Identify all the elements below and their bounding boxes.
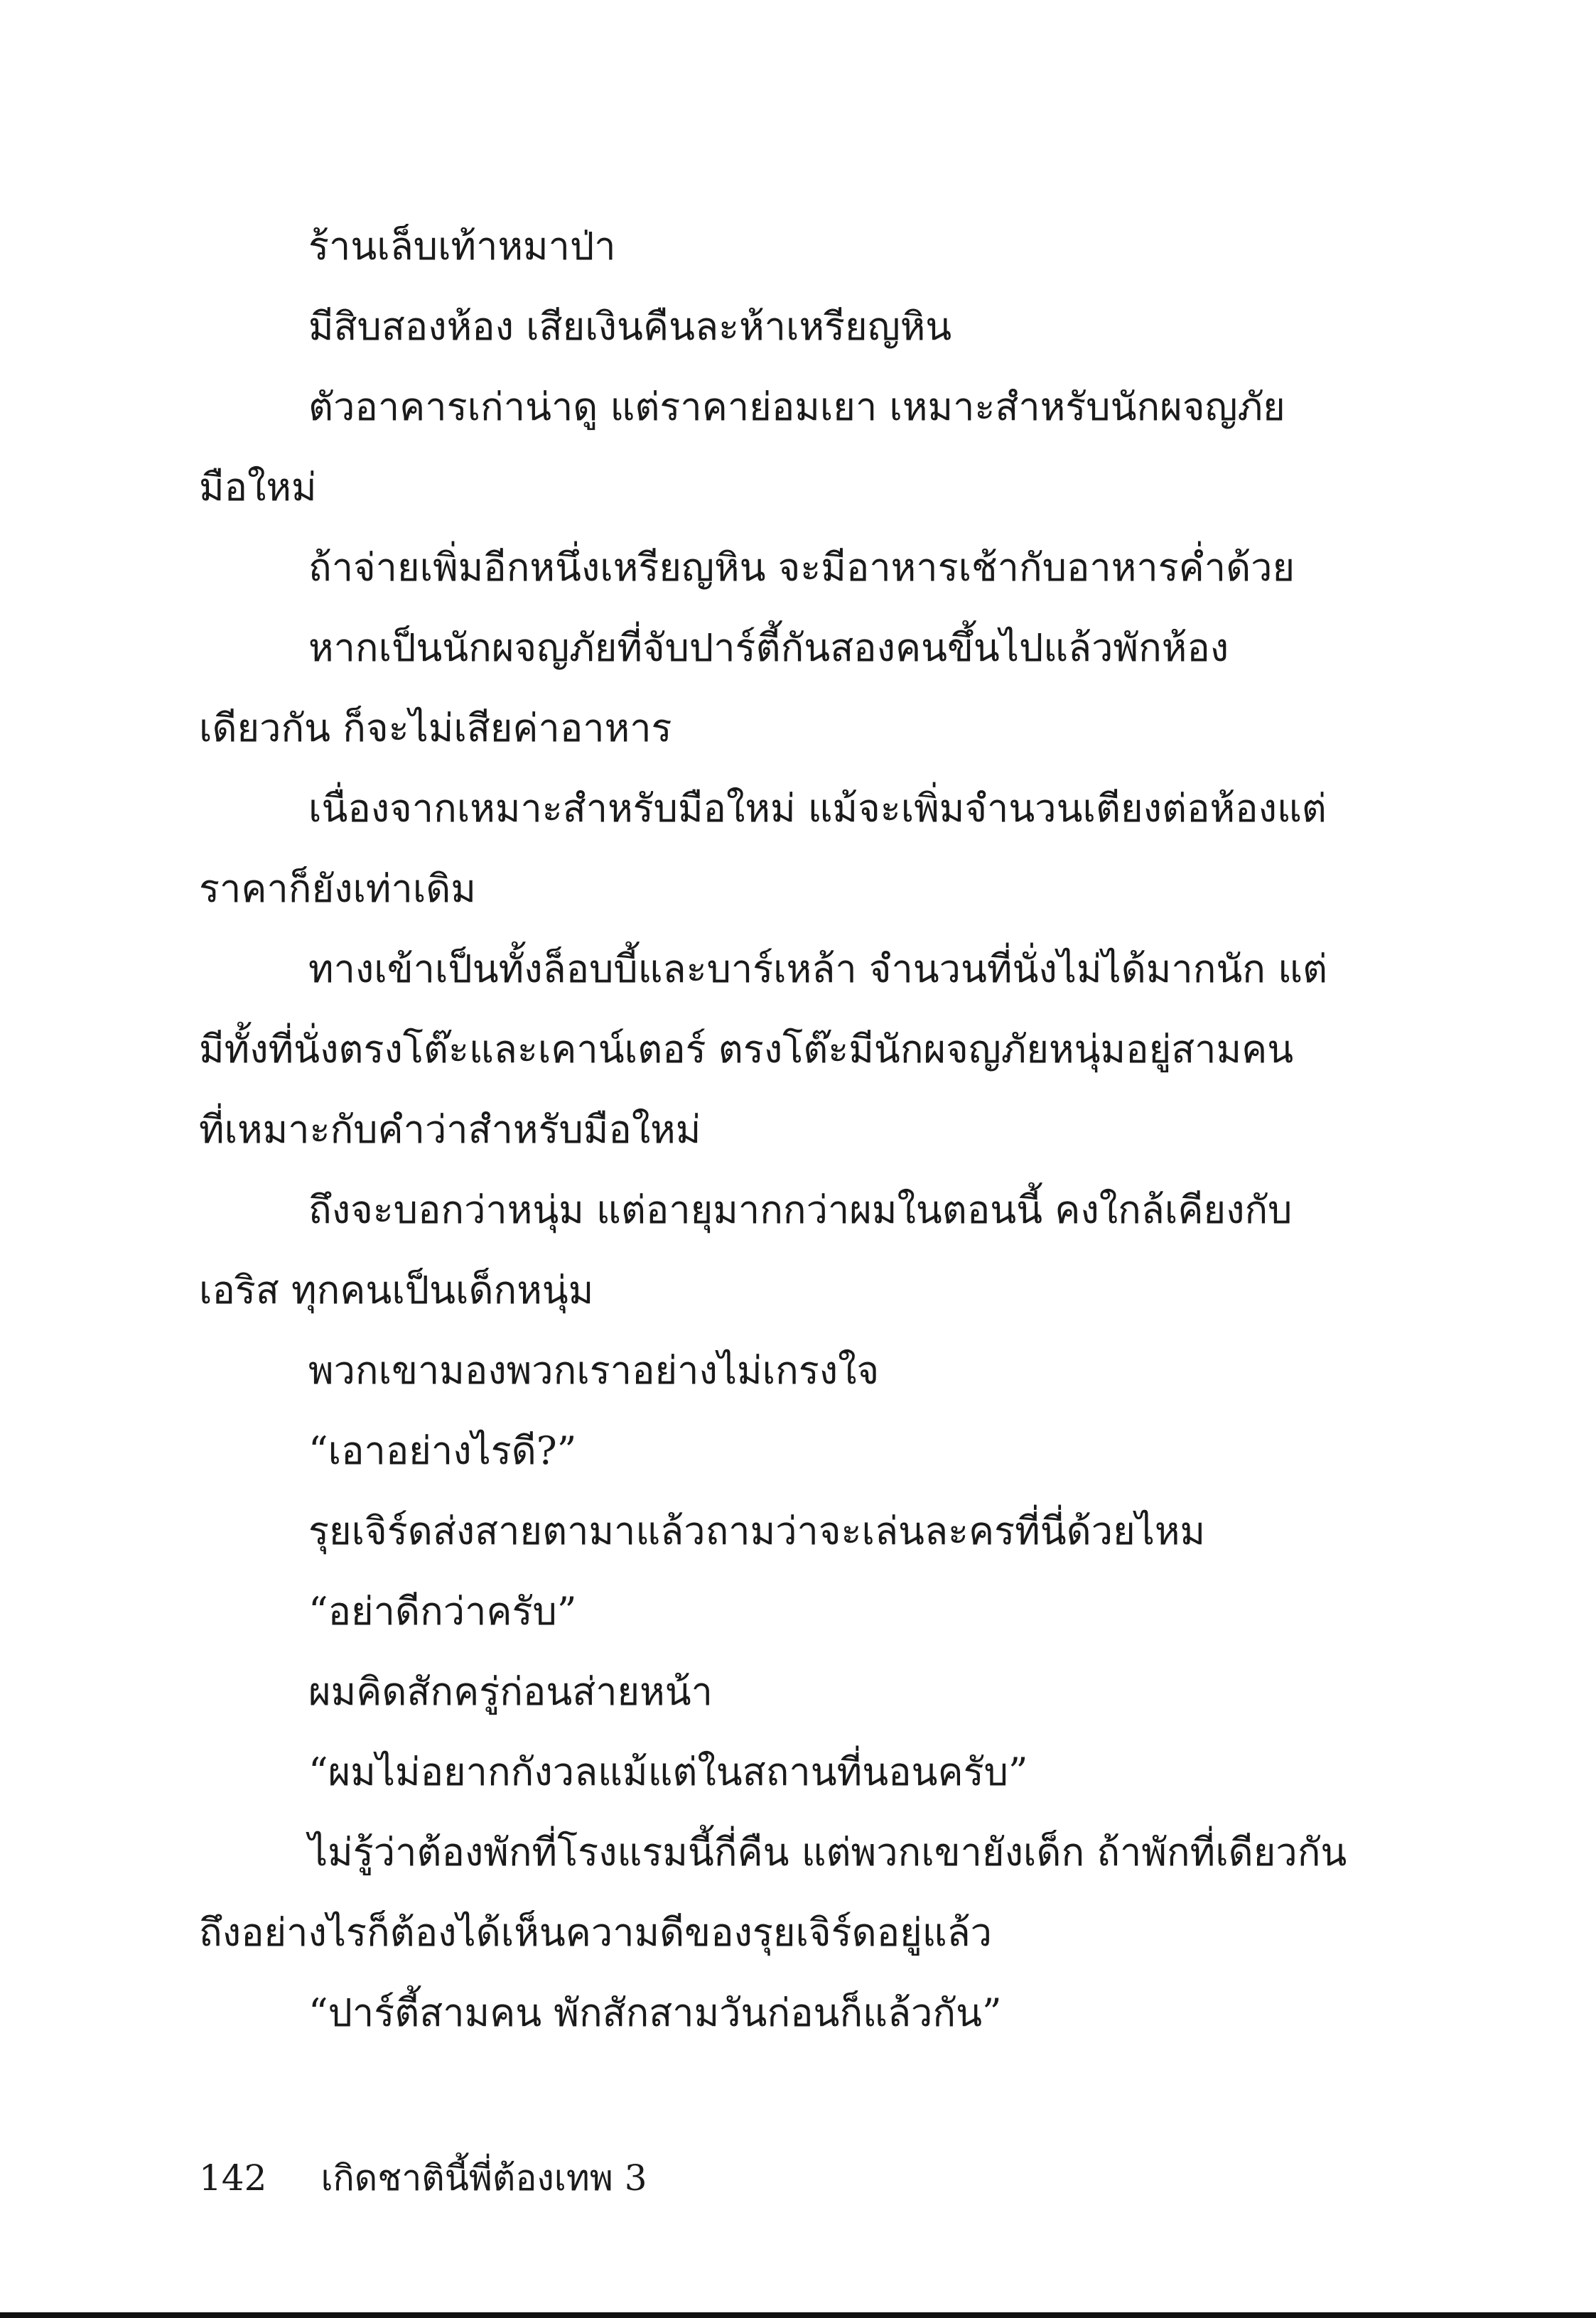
paragraph: ถ้าจ่ายเพิ่มอีกหนึ่งเหรียญหิน จะมีอาหารเช้ากับอาหารค่ำด้วย bbox=[308, 545, 1295, 590]
paragraph: ทางเข้าเป็นทั้งล็อบบี้และบาร์เหล้า จำนวนที่นั่งไม่ได้มากนัก แต่ bbox=[308, 947, 1328, 991]
paragraph-continuation: มีทั้งที่นั่งตรงโต๊ะและเคาน์เตอร์ ตรงโต๊ะมีนักผจญภัยหนุ่มอยู่สามคน bbox=[199, 1027, 1294, 1072]
dialogue-line: “ปาร์ตี้สามคน พักสักสามวันก่อนก็แล้วกัน” bbox=[308, 1990, 1002, 2035]
dialogue-line: “เอาอย่างไรดี?” bbox=[308, 1428, 577, 1473]
body-text bbox=[199, 206, 1347, 2053]
paragraph: ไม่รู้ว่าต้องพักที่โรงแรมนี้กี่คืน แต่พวกเขายังเด็ก ถ้าพักที่เดียวกัน bbox=[308, 1830, 1347, 1875]
paragraph: เนื่องจากเหมาะสำหรับมือใหม่ แม้จะเพิ่มจำนวนเตียงต่อห้องแต่ bbox=[308, 786, 1327, 831]
paragraph: หากเป็นนักผจญภัยที่จับปาร์ตี้กันสองคนขึ้นไปแล้วพักห้อง bbox=[308, 625, 1229, 670]
paragraph-continuation: เดียวกัน ก็จะไม่เสียค่าอาหาร bbox=[199, 706, 672, 750]
paragraph: ถึงจะบอกว่าหนุ่ม แต่อายุมากกว่าผมในตอนนี้ คงใกล้เคียงกับ bbox=[308, 1187, 1293, 1232]
paragraph: ร้านเล็บเท้าหมาป่า bbox=[308, 224, 616, 269]
paragraph-continuation: ราคาก็ยังเท่าเดิม bbox=[199, 866, 476, 911]
dialogue-line: “อย่าดีกว่าครับ” bbox=[308, 1589, 577, 1634]
paragraph: ผมคิดสักครู่ก่อนส่ายหน้า bbox=[308, 1669, 713, 1714]
dialogue-line: “ผมไม่อยากกังวลแม้แต่ในสถานที่นอนครับ” bbox=[308, 1750, 1028, 1794]
book-title: เกิดชาตินี้พี่ต้องเทพ 3 bbox=[320, 2157, 647, 2199]
bottom-rule bbox=[0, 2312, 1596, 2318]
paragraph-continuation: เอริส ทุกคนเป็นเด็กหนุ่ม bbox=[199, 1268, 594, 1312]
page-footer bbox=[199, 2146, 647, 2210]
paragraph-continuation: มือใหม่ bbox=[199, 465, 317, 510]
paragraph: พวกเขามองพวกเราอย่างไม่เกรงใจ bbox=[308, 1348, 880, 1393]
paragraph-continuation: ที่เหมาะกับคำว่าสำหรับมือใหม่ bbox=[199, 1107, 701, 1152]
paragraph: รุยเจิร์ดส่งสายตามาแล้วถามว่าจะเล่นละครที่นี่ด้วยไหม bbox=[308, 1509, 1206, 1553]
paragraph: มีสิบสองห้อง เสียเงินคืนละห้าเหรียญหิน bbox=[308, 304, 952, 349]
paragraph: ตัวอาคารเก่าน่าดู แต่ราคาย่อมเยา เหมาะสำหรับนักผจญภัย bbox=[308, 384, 1285, 429]
page-number: 142 bbox=[199, 2157, 267, 2199]
paragraph-continuation: ถึงอย่างไรก็ต้องได้เห็นความดีของรุยเจิร์ดอยู่แล้ว bbox=[199, 1910, 992, 1955]
